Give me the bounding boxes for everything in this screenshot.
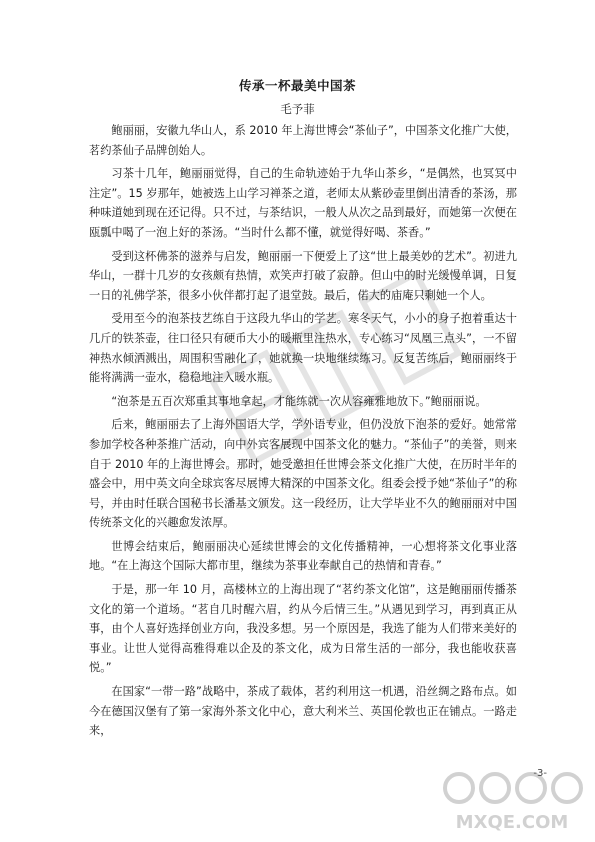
- paragraph: 后来，鲍丽丽去了上海外国语大学，学外语专业，但仍没放下泡茶的爱好。她常常参加学校各种茶推广活动，向中外宾客展现中国茶文化的魅力。“茶仙子”的美誉，则来自于 2010 年的上海世博会。那时，她受邀担任世博会茶文化推广大使，在历时半年的盛会中，用中英文向全球宾客尽展博大精深的中国茶文化。组委会授予她“茶仙子”的称号，并由时任联合国秘书长潘基文颁发。这一段经历，让大学毕业不久的鲍丽丽对中国传统茶文化的兴趣愈发浓厚。: [89, 418, 517, 530]
- paragraph: “泡茶是五百次郑重其事地拿起，才能练就一次从容雍雅地放下。”鲍丽丽说。: [111, 394, 487, 408]
- site-stamp-logo: [437, 766, 587, 836]
- paragraph: 受到这杯佛茶的滋养与启发，鲍丽丽一下便爱上了这“世上最美妙的艺术”。初进九华山，一群十几岁的女孩颇有热情，欢笑声打破了寂静。但山中的时光缓慢单调，日复一日的礼佛学茶，很多小伙伴都打起了退堂鼓。最后，偌大的庙庵只剩她一个人。: [89, 249, 517, 302]
- paragraph: 于是，那一年 10 月，高楼林立的上海出现了“茗约茶文化馆”，这是鲍丽丽传播茶文化的第一个道场。“茗自几时醒六眉，约从今后情三生。”从遇见到学习，再到真正从事，由个人喜好选择创业方向，我没多想。另一个原因是，我选了能为人们带来美好的事业。让世人觉得高雅得难以企及的茶文化，成为日常生活的一部分，我也能收获喜悦。”: [89, 583, 517, 675]
- article-body: [89, 121, 517, 745]
- article-title: 传承一杯最美中国茶: [238, 78, 356, 93]
- paragraph: 受用至今的泡茶技艺练自于这段九华山的学艺。寒冬天气，小小的身子抱着重达十几斤的铁茶壶，往口径只有硬币大小的暖瓶里注热水，专心练习“凤凰三点头”，一不留神热水倾洒溅出，周围积雪融化了，她就换一块地继续练习。反复苦练后，鲍丽丽终于能将满满一壶水，稳稳地注入暖水瓶。: [89, 312, 517, 385]
- paragraph: 习茶十几年，鲍丽丽觉得，自己的生命轨迹始于九华山茶乡，“是偶然，也冥冥中注定”。15 岁那年，她被选上山学习禅茶之道，老师太从紫砂壶里倒出清香的茶汤，那种味道她到现在还记得。只不过，与茶结识，一般人从次之品到最好，而她第一次便在瓯瓢中喝了一泡上好的茶汤。“当时什么都不懂，就觉得好喝、茶香。”: [89, 167, 517, 239]
- paragraph: 世博会结束后，鲍丽丽决心延续世博会的文化传播精神，一心想将茶文化事业落地。“在上海这个国际大都市里，继续为茶事业奉献自己的热情和青春。”: [89, 539, 517, 573]
- paragraph: 在国家“一带一路”战略中，茶成了载体，茗约利用这一机遇，沿丝绸之路布点。如今在德国汉堡有了第一家海外茶文化中心，意大利米兰、英国伦敦也正在铺点。一路走来，: [89, 685, 517, 738]
- page-number: -3-: [533, 768, 547, 779]
- svg-text:MXQE.COM: MXQE.COM: [455, 812, 569, 833]
- paragraph: 鲍丽丽，安徽九华山人，系 2010 年上海世博会“茶仙子”，中国茶文化推广大使，茗约茶仙子品牌创始人。: [89, 124, 517, 157]
- author-name: 毛予菲: [280, 102, 315, 116]
